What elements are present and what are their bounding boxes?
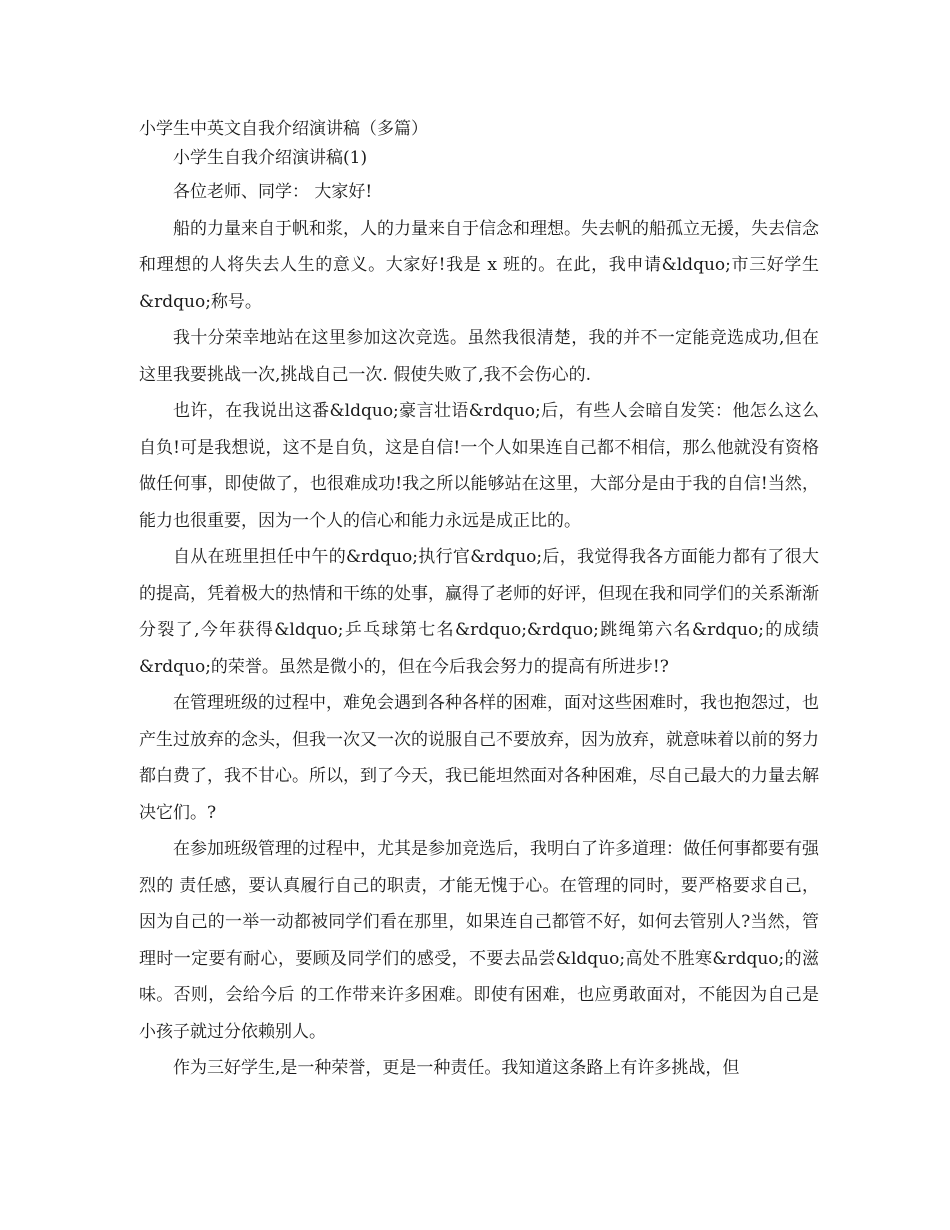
paragraph-2: 我十分荣幸地站在这里参加这次竞选。虽然我很清楚，我的并不一定能竞选成功,但在这里我要挑战一次,挑战自己一次. 假使失败了,我不会伤心的. — [139, 328, 819, 385]
paragraph-3: 也许，在我说出这番&ldquo;豪言壮语&rdquo;后，有些人会暗自发笑：他怎么这么自负!可是我想说，这不是自负，这是自信!一个人如果连自己都不相信，那么他就没有资格做任何事，即使做了，也很难成功!我之所以能够站在这里，大部分是由于我的自信!当然，能力也很重要，因为一个人的信心和能力永远是成正比的。 — [139, 401, 819, 531]
paragraph-6: 在参加班级管理的过程中，尤其是参加竞选后，我明白了许多道理：做任何事都要有强烈的 责任感，要认真履行自己的职责，才能无愧于心。在管理的同时，要严格要求自己，因为自己的一举一动都被同学们看在那里，如果连自己都管不好，如何去管别人?当然，管理时一定要有耐心，要顾及同学们的感受，不要去品尝&ldquo;高处不胜寒&rdquo;的滋味。否则，会给今后 的工作带来许多困难。即使有困难，也应勇敢面对，不能因为自己是小孩子就过分依赖别人。 — [139, 839, 819, 1042]
paragraph-4: 自从在班里担任中午的&rdquo;执行官&rdquo;后，我觉得我各方面能力都有了很大的提高，凭着极大的热情和干练的处事，赢得了老师的好评，但现在我和同学们的关系渐渐分裂了,今年获得&ldquo;乒乓球第七名&rdquo;&rdquo;跳绳第六名&rdquo;的成绩&rdquo;的荣誉。虽然是微小的，但在今后我会努力的提高有所进步!? — [139, 547, 819, 677]
paragraph-1: 船的力量来自于帆和浆，人的力量来自于信念和理想。失去帆的船孤立无援，失去信念和理想的人将失去人生的意义。大家好!我是 x 班的。在此，我申请&ldquo;市三好学生&rdquo;称号。 — [139, 218, 819, 312]
document-title: 小学生中英文自我介绍演讲稿（多篇） — [139, 119, 428, 139]
paragraph-7: 作为三好学生,是一种荣誉，更是一种责任。我知道这条路上有许多挑战，但 — [173, 1058, 740, 1078]
document-body — [139, 116, 819, 1087]
section-title: 小学生自我介绍演讲稿(1) — [173, 148, 368, 168]
greeting-line: 各位老师、同学： 大家好! — [173, 182, 373, 202]
paragraph-5: 在管理班级的过程中，难免会遇到各种各样的困难，面对这些困难时，我也抱怨过，也产生过放弃的念头，但我一次又一次的说服自己不要放弃，因为放弃，就意味着以前的努力都白费了，我不甘心。所以，到了今天，我已能坦然面对各种困难，尽自己最大的力量去解决它们。? — [139, 693, 819, 823]
